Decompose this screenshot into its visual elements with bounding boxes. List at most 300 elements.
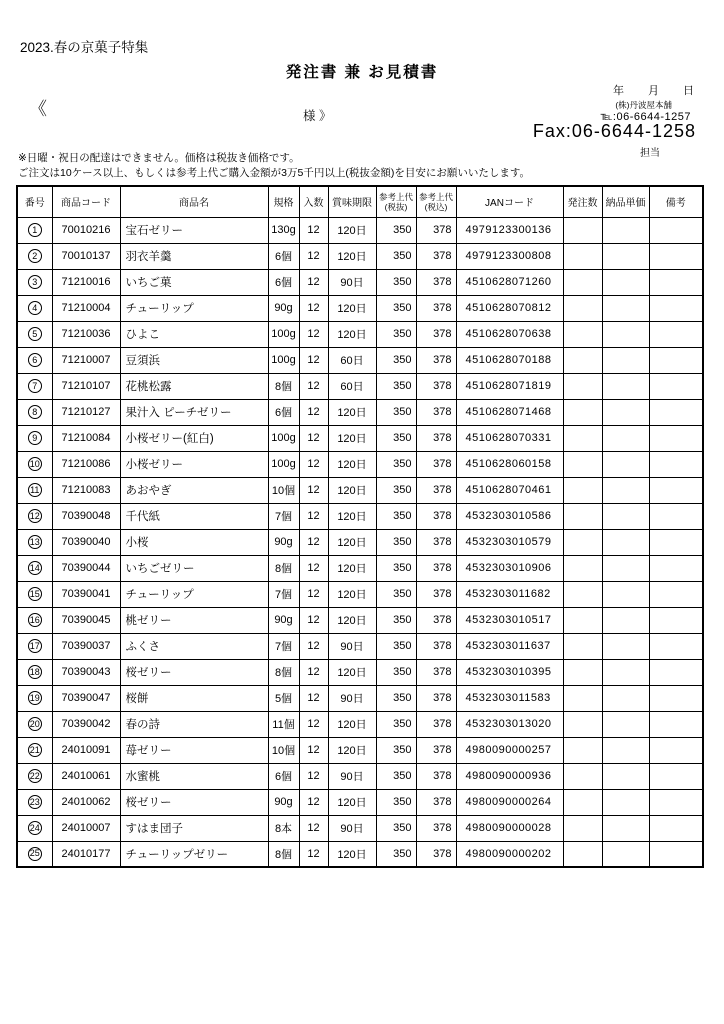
customer-name-suffix: 様 》 [303, 109, 332, 123]
cell-order [563, 425, 602, 451]
cell-qty: 12 [299, 711, 328, 737]
table-row [17, 295, 703, 321]
cell-expiry: 90日 [328, 633, 376, 659]
cell-remarks [649, 815, 703, 841]
cell-expiry: 120日 [328, 789, 376, 815]
cell-expiry: 120日 [328, 841, 376, 867]
order-table [16, 185, 704, 868]
table-row [17, 269, 703, 295]
cell-price-ex: 350 [376, 269, 416, 295]
row-number-circle: 12 [28, 509, 42, 523]
row-number-circle: 6 [28, 353, 42, 367]
cell-qty: 12 [299, 737, 328, 763]
cell-price-ex: 350 [376, 503, 416, 529]
cell-unit-price [602, 373, 649, 399]
row-number-circle: 17 [28, 639, 42, 653]
table-row [17, 243, 703, 269]
col-header-code: 商品コード [52, 186, 120, 217]
cell-code: 71210084 [52, 425, 120, 451]
date-year-label: 年 [613, 85, 624, 97]
cell-jan: 4532303011583 [456, 685, 563, 711]
cell-name: 桜ゼリー [120, 789, 268, 815]
table-row [17, 503, 703, 529]
cell-name: 小桜ゼリー(紅白) [120, 425, 268, 451]
cell-no [17, 477, 52, 503]
cell-name: 花桃松露 [120, 373, 268, 399]
cell-jan: 4532303013020 [456, 711, 563, 737]
cell-expiry: 90日 [328, 269, 376, 295]
cell-price-in: 378 [416, 711, 456, 737]
cell-order [563, 321, 602, 347]
cell-unit-price [602, 581, 649, 607]
cell-name: 春の詩 [120, 711, 268, 737]
cell-qty: 12 [299, 347, 328, 373]
row-number-circle: 3 [28, 275, 42, 289]
col-header-no: 番号 [17, 186, 52, 217]
cell-jan: 4979123300808 [456, 243, 563, 269]
cell-no [17, 737, 52, 763]
row-number-circle: 21 [28, 743, 42, 757]
cell-jan: 4980090000202 [456, 841, 563, 867]
table-row [17, 581, 703, 607]
table-row [17, 737, 703, 763]
cell-no [17, 555, 52, 581]
cell-price-in: 378 [416, 763, 456, 789]
cell-unit-price [602, 555, 649, 581]
cell-code: 70390047 [52, 685, 120, 711]
cell-jan: 4980090000264 [456, 789, 563, 815]
series-title: 2023.春の京菓子特集 [20, 40, 149, 55]
cell-order [563, 815, 602, 841]
cell-price-in: 378 [416, 815, 456, 841]
cell-name: 小桜ゼリー [120, 451, 268, 477]
cell-price-in: 378 [416, 373, 456, 399]
cell-price-ex: 350 [376, 815, 416, 841]
cell-name: 桃ゼリー [120, 607, 268, 633]
cell-price-in: 378 [416, 503, 456, 529]
cell-code: 71210004 [52, 295, 120, 321]
cell-name: 水蜜桃 [120, 763, 268, 789]
cell-spec: 7個 [268, 581, 299, 607]
cell-price-ex: 350 [376, 763, 416, 789]
cell-spec: 6個 [268, 763, 299, 789]
cell-order [563, 633, 602, 659]
cell-price-ex: 350 [376, 321, 416, 347]
table-row [17, 425, 703, 451]
cell-code: 71210107 [52, 373, 120, 399]
cell-order [563, 789, 602, 815]
cell-code: 24010062 [52, 789, 120, 815]
date-line [613, 82, 694, 98]
cell-code: 70010216 [52, 217, 120, 243]
cell-remarks [649, 347, 703, 373]
cell-expiry: 120日 [328, 503, 376, 529]
table-row [17, 659, 703, 685]
cell-code: 24010007 [52, 815, 120, 841]
cell-qty: 12 [299, 425, 328, 451]
cell-remarks [649, 737, 703, 763]
cell-jan: 4510628060158 [456, 451, 563, 477]
cell-order [563, 581, 602, 607]
cell-price-ex: 350 [376, 711, 416, 737]
cell-order [563, 243, 602, 269]
cell-name: ふくさ [120, 633, 268, 659]
cell-expiry: 120日 [328, 555, 376, 581]
cell-price-ex: 350 [376, 243, 416, 269]
cell-price-in: 378 [416, 659, 456, 685]
table-row [17, 347, 703, 373]
cell-qty: 12 [299, 607, 328, 633]
cell-no [17, 633, 52, 659]
date-day-label: 日 [683, 85, 694, 97]
col-header-jan: JANコード [456, 186, 563, 217]
cell-price-ex: 350 [376, 789, 416, 815]
cell-unit-price [602, 659, 649, 685]
cell-name: 苺ゼリー [120, 737, 268, 763]
cell-spec: 7個 [268, 633, 299, 659]
cell-qty: 12 [299, 685, 328, 711]
cell-expiry: 60日 [328, 373, 376, 399]
cell-spec: 6個 [268, 243, 299, 269]
cell-price-in: 378 [416, 399, 456, 425]
row-number-circle: 13 [28, 535, 42, 549]
cell-price-ex: 350 [376, 295, 416, 321]
cell-jan: 4532303010517 [456, 607, 563, 633]
cell-name: 宝石ゼリー [120, 217, 268, 243]
cell-jan: 4532303010395 [456, 659, 563, 685]
cell-qty: 12 [299, 529, 328, 555]
cell-order [563, 685, 602, 711]
cell-no [17, 295, 52, 321]
cell-expiry: 120日 [328, 425, 376, 451]
cell-jan: 4510628070188 [456, 347, 563, 373]
cell-no [17, 763, 52, 789]
cell-price-ex: 350 [376, 477, 416, 503]
cell-name: いちごゼリー [120, 555, 268, 581]
table-row [17, 217, 703, 243]
cell-expiry: 120日 [328, 243, 376, 269]
cell-remarks [649, 841, 703, 867]
cell-name: 桜ゼリー [120, 659, 268, 685]
cell-no [17, 243, 52, 269]
cell-price-in: 378 [416, 477, 456, 503]
cell-spec: 90g [268, 789, 299, 815]
col-header-qty: 入数 [299, 186, 328, 217]
cell-price-in: 378 [416, 607, 456, 633]
cell-spec: 90g [268, 295, 299, 321]
cell-no [17, 659, 52, 685]
cell-qty: 12 [299, 373, 328, 399]
table-row [17, 477, 703, 503]
cell-price-ex: 350 [376, 451, 416, 477]
document-title: 発注書 兼 お見積書 [285, 64, 439, 81]
cell-price-in: 378 [416, 243, 456, 269]
cell-unit-price [602, 789, 649, 815]
cell-price-in: 378 [416, 529, 456, 555]
cell-expiry: 120日 [328, 451, 376, 477]
cell-unit-price [602, 399, 649, 425]
cell-order [563, 763, 602, 789]
cell-expiry: 120日 [328, 529, 376, 555]
cell-spec: 90g [268, 529, 299, 555]
cell-price-in: 378 [416, 269, 456, 295]
cell-code: 70390040 [52, 529, 120, 555]
cell-price-ex: 350 [376, 373, 416, 399]
cell-name: チューリップゼリー [120, 841, 268, 867]
cell-name: チューリップ [120, 581, 268, 607]
row-number-circle: 23 [28, 795, 42, 809]
cell-order [563, 373, 602, 399]
cell-no [17, 711, 52, 737]
cell-spec: 100g [268, 451, 299, 477]
cell-spec: 7個 [268, 503, 299, 529]
cell-price-in: 378 [416, 321, 456, 347]
row-number-circle: 11 [28, 483, 42, 497]
cell-qty: 12 [299, 659, 328, 685]
tel-number: ℡:06-6644-1257 [600, 111, 691, 123]
customer-name-open-bracket: 《 [29, 99, 47, 119]
cell-unit-price [602, 529, 649, 555]
cell-expiry: 120日 [328, 581, 376, 607]
cell-remarks [649, 243, 703, 269]
cell-spec: 5個 [268, 685, 299, 711]
cell-name: いちご菓 [120, 269, 268, 295]
cell-no [17, 503, 52, 529]
row-number-circle: 10 [28, 457, 42, 471]
cell-code: 71210016 [52, 269, 120, 295]
cell-unit-price [602, 295, 649, 321]
cell-expiry: 120日 [328, 399, 376, 425]
col-header-price-ex: 参考上代 (税抜) [376, 186, 416, 217]
cell-price-in: 378 [416, 737, 456, 763]
cell-remarks [649, 685, 703, 711]
cell-remarks [649, 373, 703, 399]
cell-code: 70390048 [52, 503, 120, 529]
table-row [17, 763, 703, 789]
table-row [17, 711, 703, 737]
cell-qty: 12 [299, 815, 328, 841]
cell-price-in: 378 [416, 685, 456, 711]
cell-price-in: 378 [416, 451, 456, 477]
cell-order [563, 737, 602, 763]
cell-order [563, 347, 602, 373]
cell-name: 豆須浜 [120, 347, 268, 373]
cell-qty: 12 [299, 633, 328, 659]
cell-price-in: 378 [416, 841, 456, 867]
cell-price-ex: 350 [376, 841, 416, 867]
row-number-circle: 20 [28, 717, 42, 731]
row-number-circle: 18 [28, 665, 42, 679]
row-number-circle: 15 [28, 587, 42, 601]
cell-jan: 4510628070461 [456, 477, 563, 503]
cell-order [563, 217, 602, 243]
table-row [17, 685, 703, 711]
cell-jan: 4980090000257 [456, 737, 563, 763]
fax-number: Fax:06-6644-1258 [532, 121, 696, 141]
table-row [17, 789, 703, 815]
cell-spec: 8個 [268, 373, 299, 399]
cell-unit-price [602, 763, 649, 789]
col-header-remarks: 備考 [649, 186, 703, 217]
cell-unit-price [602, 425, 649, 451]
cell-qty: 12 [299, 399, 328, 425]
cell-unit-price [602, 607, 649, 633]
cell-unit-price [602, 269, 649, 295]
row-number-circle: 5 [28, 327, 42, 341]
cell-qty: 12 [299, 243, 328, 269]
cell-price-in: 378 [416, 555, 456, 581]
cell-qty: 12 [299, 321, 328, 347]
cell-spec: 100g [268, 425, 299, 451]
cell-qty: 12 [299, 295, 328, 321]
company-name: (株)丹波屋本舗 [615, 100, 672, 110]
cell-unit-price [602, 711, 649, 737]
cell-expiry: 90日 [328, 815, 376, 841]
row-number-circle: 25 [28, 847, 42, 861]
cell-jan: 4532303010579 [456, 529, 563, 555]
cell-price-ex: 350 [376, 425, 416, 451]
cell-no [17, 399, 52, 425]
cell-remarks [649, 217, 703, 243]
cell-expiry: 120日 [328, 711, 376, 737]
cell-name: あおやぎ [120, 477, 268, 503]
cell-code: 71210007 [52, 347, 120, 373]
cell-price-ex: 350 [376, 217, 416, 243]
cell-order [563, 295, 602, 321]
note-line-2: ご注文は10ケース以上、もしくは参考上代ご購入金額が3万5千円以上(税抜金額)を目安にお願いいたします。 [18, 167, 530, 179]
table-row [17, 555, 703, 581]
cell-qty: 12 [299, 269, 328, 295]
table-row [17, 399, 703, 425]
table-row [17, 815, 703, 841]
cell-remarks [649, 789, 703, 815]
cell-price-in: 378 [416, 425, 456, 451]
cell-remarks [649, 607, 703, 633]
cell-price-ex: 350 [376, 685, 416, 711]
col-header-spec: 規格 [268, 186, 299, 217]
col-header-order-qty: 発注数 [563, 186, 602, 217]
order-table-body [17, 217, 703, 867]
row-number-circle: 1 [28, 223, 42, 237]
row-number-circle: 19 [28, 691, 42, 705]
cell-jan: 4510628070812 [456, 295, 563, 321]
cell-unit-price [602, 815, 649, 841]
table-row [17, 451, 703, 477]
cell-spec: 100g [268, 347, 299, 373]
cell-name: ひよこ [120, 321, 268, 347]
cell-spec: 90g [268, 607, 299, 633]
cell-order [563, 711, 602, 737]
cell-code: 24010091 [52, 737, 120, 763]
cell-name: 小桜 [120, 529, 268, 555]
cell-remarks [649, 295, 703, 321]
cell-spec: 8個 [268, 841, 299, 867]
cell-jan: 4532303010906 [456, 555, 563, 581]
cell-unit-price [602, 841, 649, 867]
cell-no [17, 217, 52, 243]
contact-label: 担当 [640, 148, 660, 159]
cell-name: チューリップ [120, 295, 268, 321]
cell-expiry: 120日 [328, 659, 376, 685]
row-number-circle: 4 [28, 301, 42, 315]
col-header-name: 商品名 [120, 186, 268, 217]
cell-no [17, 451, 52, 477]
cell-unit-price [602, 685, 649, 711]
cell-remarks [649, 529, 703, 555]
row-number-circle: 2 [28, 249, 42, 263]
cell-price-in: 378 [416, 789, 456, 815]
cell-spec: 10個 [268, 737, 299, 763]
cell-remarks [649, 581, 703, 607]
cell-jan: 4980090000936 [456, 763, 563, 789]
cell-code: 70390037 [52, 633, 120, 659]
cell-spec: 130g [268, 217, 299, 243]
cell-no [17, 529, 52, 555]
cell-qty: 12 [299, 555, 328, 581]
cell-price-ex: 350 [376, 633, 416, 659]
cell-spec: 8個 [268, 659, 299, 685]
cell-code: 71210083 [52, 477, 120, 503]
cell-qty: 12 [299, 477, 328, 503]
cell-jan: 4532303011682 [456, 581, 563, 607]
cell-price-in: 378 [416, 347, 456, 373]
cell-spec: 10個 [268, 477, 299, 503]
cell-price-ex: 350 [376, 347, 416, 373]
cell-no [17, 373, 52, 399]
cell-unit-price [602, 737, 649, 763]
cell-code: 70010137 [52, 243, 120, 269]
cell-expiry: 120日 [328, 217, 376, 243]
table-row [17, 321, 703, 347]
cell-qty: 12 [299, 451, 328, 477]
cell-price-in: 378 [416, 581, 456, 607]
cell-price-ex: 350 [376, 737, 416, 763]
cell-spec: 11個 [268, 711, 299, 737]
cell-spec: 8個 [268, 555, 299, 581]
cell-remarks [649, 711, 703, 737]
cell-price-in: 378 [416, 217, 456, 243]
cell-remarks [649, 503, 703, 529]
cell-qty: 12 [299, 581, 328, 607]
table-row [17, 607, 703, 633]
cell-code: 24010061 [52, 763, 120, 789]
cell-spec: 6個 [268, 399, 299, 425]
cell-price-ex: 350 [376, 581, 416, 607]
cell-unit-price [602, 503, 649, 529]
cell-jan: 4510628071260 [456, 269, 563, 295]
cell-no [17, 815, 52, 841]
cell-no [17, 841, 52, 867]
cell-expiry: 120日 [328, 477, 376, 503]
table-row [17, 841, 703, 867]
cell-unit-price [602, 347, 649, 373]
cell-name: 桜餅 [120, 685, 268, 711]
row-number-circle: 8 [28, 405, 42, 419]
cell-unit-price [602, 451, 649, 477]
table-row [17, 373, 703, 399]
cell-unit-price [602, 477, 649, 503]
cell-unit-price [602, 217, 649, 243]
cell-order [563, 659, 602, 685]
cell-name: 千代紙 [120, 503, 268, 529]
cell-no [17, 425, 52, 451]
cell-price-ex: 350 [376, 529, 416, 555]
row-number-circle: 14 [28, 561, 42, 575]
cell-expiry: 90日 [328, 763, 376, 789]
cell-price-ex: 350 [376, 607, 416, 633]
cell-remarks [649, 659, 703, 685]
cell-jan: 4510628070638 [456, 321, 563, 347]
